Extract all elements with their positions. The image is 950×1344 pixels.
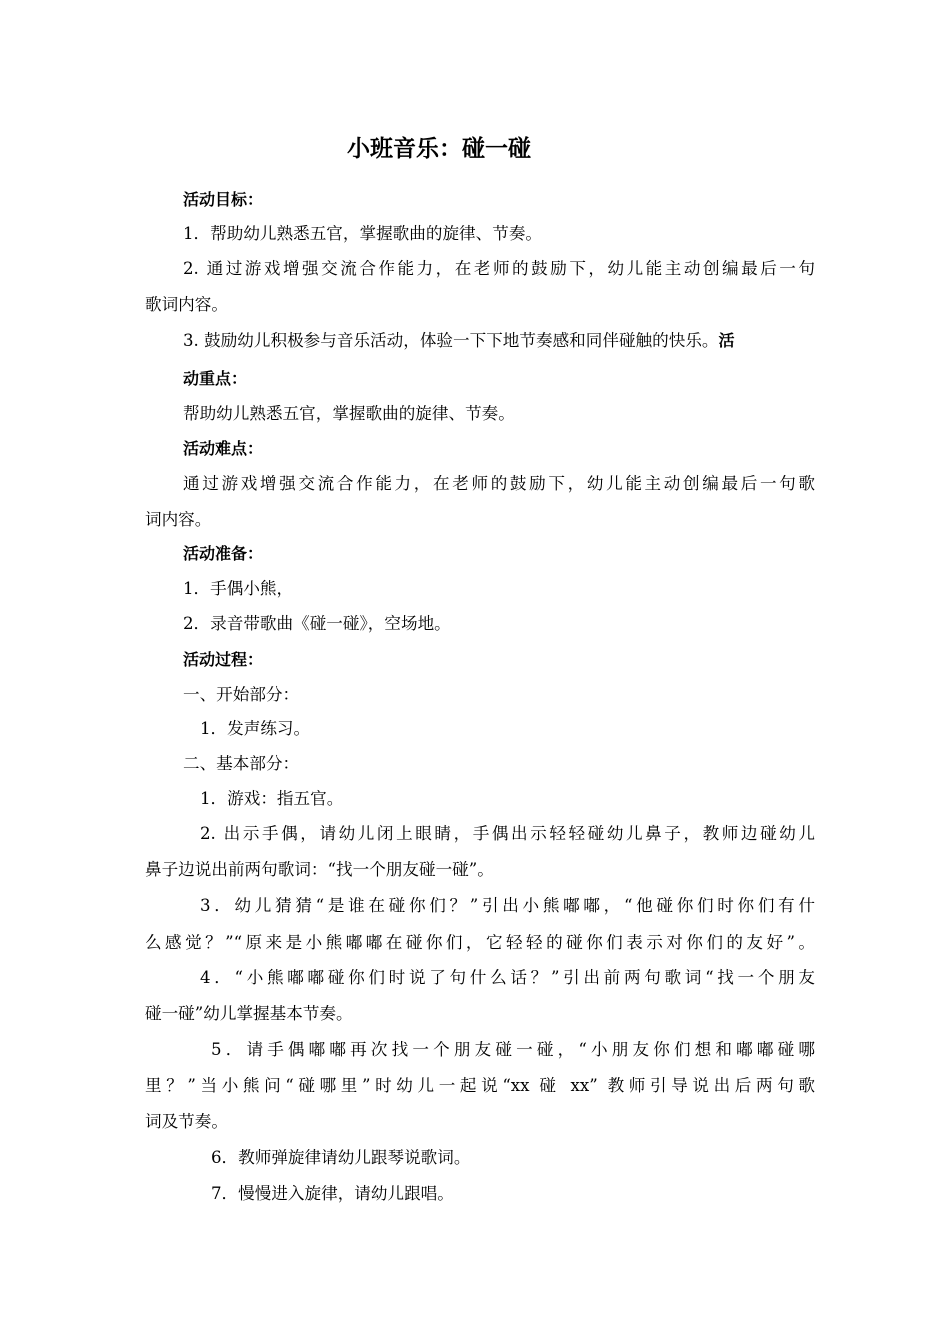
part-1-heading: 一、开始部分： bbox=[183, 685, 300, 704]
part-2-item-2-line-2: 鼻子边说出前两句歌词：“找一个朋友碰一碰”。 bbox=[145, 860, 494, 879]
process-heading: 活动过程： bbox=[183, 650, 264, 669]
preparation-item-1: 1．手偶小熊， bbox=[183, 579, 294, 598]
goal-item-3 bbox=[183, 324, 815, 358]
goal-item-2-line-1: 2. 通过游戏增强交流合作能力，在老师的鼓励下，幼儿能主动创编最后一句 bbox=[183, 259, 815, 278]
part-2-item-1: 1．游戏：指五官。 bbox=[200, 789, 344, 808]
key-points-heading: 动重点： bbox=[183, 369, 248, 388]
goal-item-3-text: 3. 鼓励幼儿积极参与音乐活动，体验一下下地节奏感和同伴碰触的快乐。 bbox=[183, 331, 719, 350]
goals-heading: 活动目标： bbox=[183, 190, 264, 209]
part-2-item-3-line-1: 3．幼儿猜猜“是谁在碰你们？”引出小熊嘟嘟，“他碰你们时你们有什 bbox=[200, 896, 815, 915]
preparation-heading: 活动准备： bbox=[183, 544, 264, 563]
document-title: 小班音乐：碰一碰 bbox=[347, 136, 531, 162]
part-2-item-2-line-1: 2. 出示手偶，请幼儿闭上眼睛，手偶出示轻轻碰幼儿鼻子，教师边碰幼儿 bbox=[200, 824, 815, 843]
key-points-heading-start: 活 bbox=[718, 331, 735, 350]
part-2-heading: 二、基本部分： bbox=[183, 754, 300, 773]
part-2-item-6: 6．教师弹旋律请幼儿跟琴说歌词。 bbox=[211, 1148, 471, 1167]
part-2-item-7: 7．慢慢进入旋律，请幼儿跟唱。 bbox=[211, 1184, 454, 1203]
key-points-text: 帮助幼儿熟悉五官，掌握歌曲的旋律、节奏。 bbox=[183, 404, 515, 423]
part-2-item-5-line-3: 词及节奏。 bbox=[145, 1112, 228, 1131]
goal-item-1: 1．帮助幼儿熟悉五官，掌握歌曲的旋律、节奏。 bbox=[183, 224, 543, 243]
part-2-item-5-line-2: 里？”当小熊问“碰哪里”时幼儿一起说“xx 碰 xx” 教师引导说出后两句歌 bbox=[145, 1076, 815, 1095]
difficulty-line-2: 词内容。 bbox=[145, 510, 212, 529]
preparation-item-2: 2．录音带歌曲《碰一碰》，空场地。 bbox=[183, 614, 451, 633]
difficulty-line-1: 通过游戏增强交流合作能力，在老师的鼓励下，幼儿能主动创编最后一句歌 bbox=[183, 474, 815, 493]
part-2-item-3-line-2: 么感觉？”“原来是小熊嘟嘟在碰你们，它轻轻的碰你们表示对你们的友好”。 bbox=[145, 933, 815, 952]
part-2-item-4-line-1: 4．“小熊嘟嘟碰你们时说了句什么话？”引出前两句歌词“找一个朋友 bbox=[200, 968, 815, 987]
difficulty-heading: 活动难点： bbox=[183, 439, 264, 458]
part-2-item-5-line-1: 5．请手偶嘟嘟再次找一个朋友碰一碰，“小朋友你们想和嘟嘟碰哪 bbox=[211, 1040, 815, 1059]
part-1-item-1: 1．发声练习。 bbox=[200, 719, 311, 738]
part-2-item-4-line-2: 碰一碰”幼儿掌握基本节奏。 bbox=[145, 1004, 353, 1023]
goal-item-2-line-2: 歌词内容。 bbox=[145, 295, 228, 314]
